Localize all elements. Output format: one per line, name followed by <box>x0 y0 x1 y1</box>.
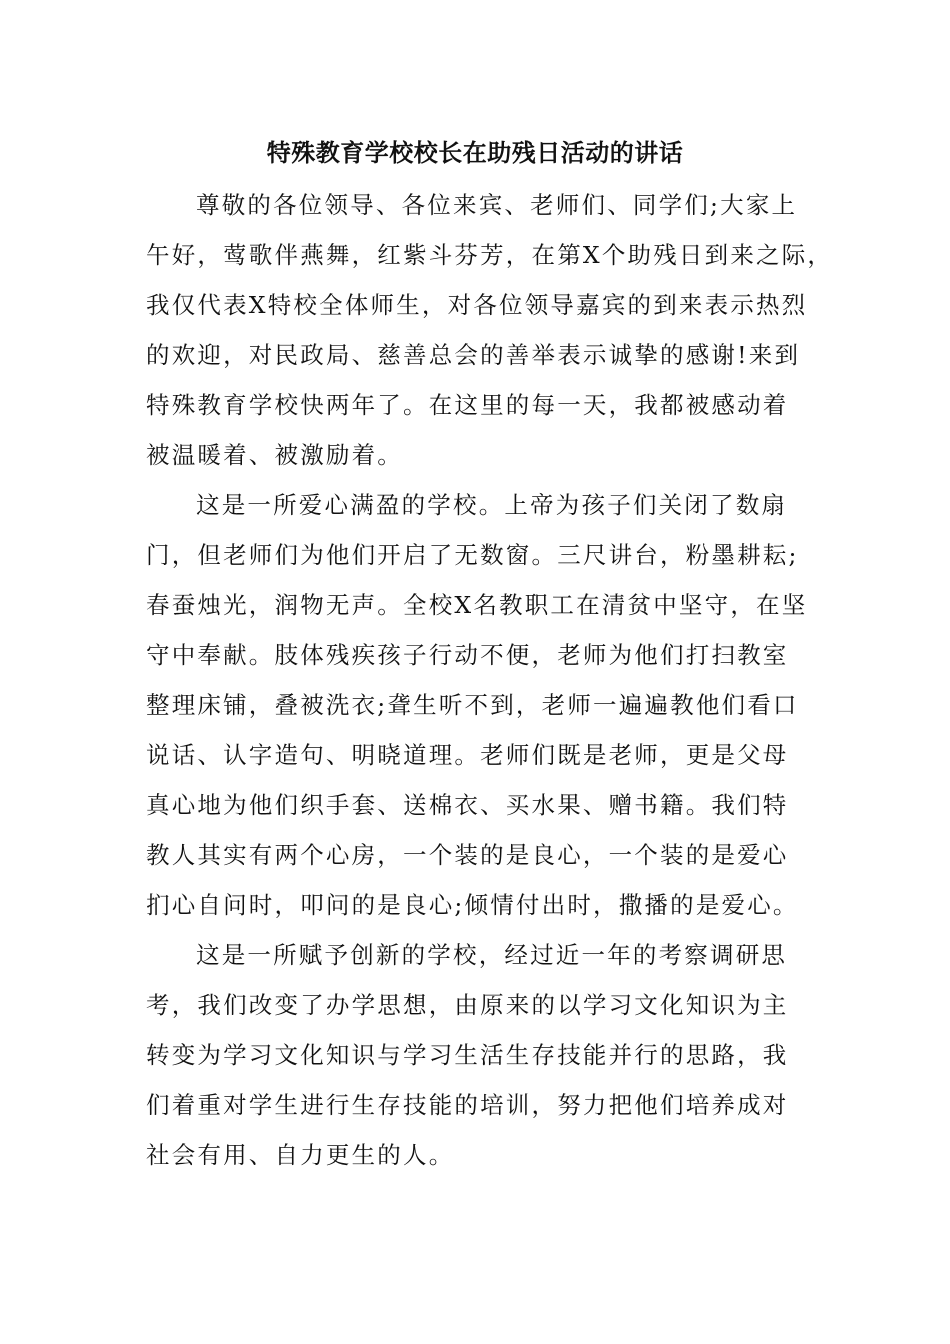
text-line: 这是一所爱心满盈的学校。上帝为孩子们关闭了数扇 <box>196 491 788 519</box>
text-line: 我仅代表X特校全体师生，对各位领导嘉宾的到来表示热烈 <box>146 291 808 319</box>
paragraph-greeting <box>146 180 834 480</box>
text-line: 被温暖着、被激励着。 <box>146 441 403 469</box>
text-line: 春蚕烛光，润物无声。全校X名教职工在清贫中坚守，在坚 <box>146 591 808 619</box>
text-line: 门，但老师们为他们开启了无数窗。三尺讲台，粉墨耕耘; <box>146 541 799 569</box>
text-line: 特殊教育学校快两年了。在这里的每一天，我都被感动着 <box>146 391 789 419</box>
text-line: 说话、认字造句、明晓道理。老师们既是老师，更是父母 <box>146 741 789 769</box>
document-body <box>146 180 834 1180</box>
text-line: 这是一所赋予创新的学校，经过近一年的考察调研思 <box>196 941 788 969</box>
text-line: 午好，莺歌伴燕舞，红紫斗芬芳，在第X个助残日到来之际， <box>146 241 834 269</box>
text-line: 们着重对学生进行生存技能的培训，努力把他们培养成对 <box>146 1091 789 1119</box>
text-line: 尊敬的各位领导、各位来宾、老师们、同学们;大家上 <box>196 191 798 219</box>
text-line: 真心地为他们织手套、送棉衣、买水果、赠书籍。我们特 <box>146 791 789 819</box>
document-title: 特殊教育学校校长在助残日活动的讲话 <box>266 138 684 167</box>
paragraph-caring-school <box>146 480 816 930</box>
text-line: 教人其实有两个心房，一个装的是良心，一个装的是爱心 <box>146 841 789 869</box>
text-line: 守中奉献。肢体残疾孩子行动不便，老师为他们打扫教室 <box>146 641 789 669</box>
text-line: 扪心自问时，叩问的是良心;倾情付出时，撒播的是爱心。 <box>146 891 799 919</box>
text-line: 社会有用、自力更生的人。 <box>146 1141 455 1169</box>
text-line: 整理床铺，叠被洗衣;聋生听不到，老师一遍遍教他们看口 <box>146 691 799 719</box>
text-line: 转变为学习文化知识与学习生活生存技能并行的思路，我 <box>146 1041 789 1069</box>
text-line: 的欢迎，对民政局、慈善总会的善举表示诚挚的感谢!来到 <box>146 341 801 369</box>
paragraph-innovative-school <box>146 930 816 1180</box>
text-line: 考，我们改变了办学思想，由原来的以学习文化知识为主 <box>146 991 789 1019</box>
